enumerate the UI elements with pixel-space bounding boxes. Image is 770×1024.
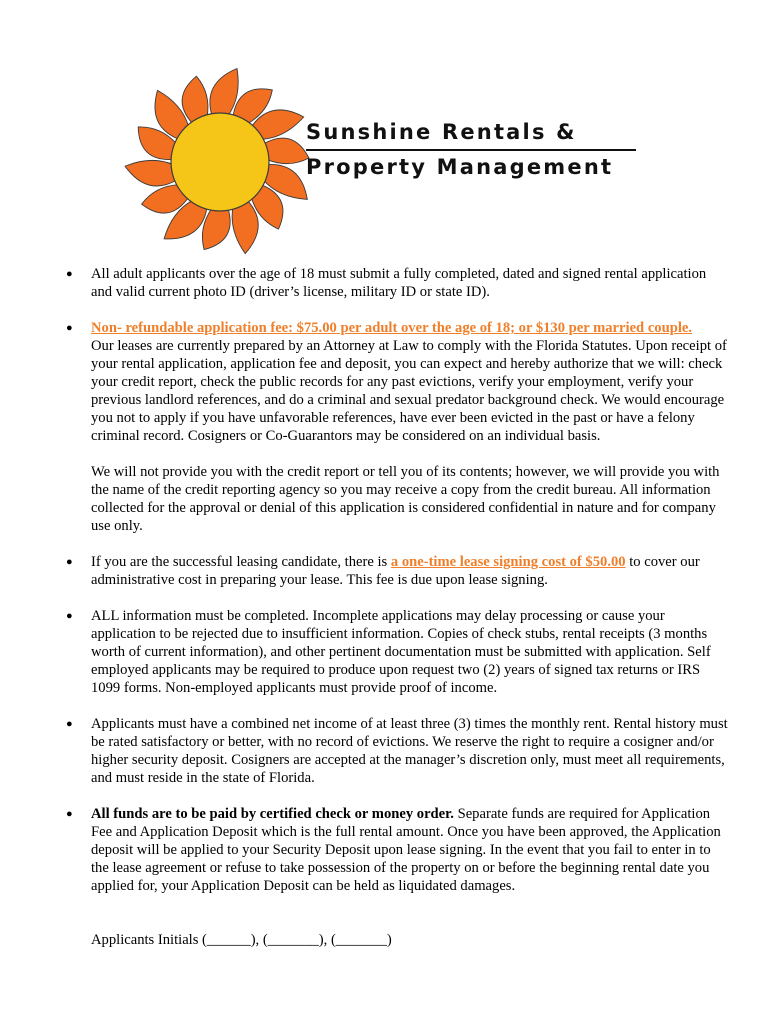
bullet-text: All funds are to be paid by certified check or money order. Separate funds are required for Application Fee and Application Deposit which is the full rental amount. Once you have been approved, the Application deposit will be applied to your Security Deposit upon lease signing. In the event that you fail to enter in to the lease agreement or refuse to take possession of the property on or before the beginning rental date you applied for, your Application Deposit can be held as liquidated damages. (91, 806, 721, 894)
bullet-item-6 (62, 805, 730, 895)
bullet-icon: ● (66, 610, 73, 622)
sun-ray (210, 69, 238, 116)
fee-highlight: Non- refundable application fee: $75.00 per adult over the age of 18; or $130 per married couple. (91, 320, 693, 336)
company-name-line2: Property Management (306, 154, 614, 179)
company-name-line1: Sunshine Rentals & (306, 120, 577, 144)
credit-report-paragraph: We will not provide you with the credit report or tell you of its contents; however, we will provide you with the name of the credit reporting agency so you may receive a copy from the credit bureau. All information collected for the approval or denial of this application is considered confidential in nature and for company use only. (91, 464, 720, 534)
sun-logo (120, 62, 320, 262)
lease-cost-highlight: a one-time lease signing cost of $50.00 (390, 554, 626, 570)
bullet-icon: ● (66, 268, 73, 280)
bullet-text: Applicants must have a combined net income of at least three (3) times the monthly rent. Rental history must be rated satisfactory or better, with no record of evictions. We reserve the right to require a cosigner and/or higher security deposit. Cosigners are accepted at the manager’s discretion only, must meet all requirements, and must reside in the state of Florida. (91, 716, 728, 786)
bullet-item-2 (62, 319, 730, 535)
sun-ray (263, 138, 309, 164)
bullet-text: All adult applicants over the age of 18 must submit a fully completed, dated and signed rental application and valid current photo ID (driver’s license, military ID or state ID). (91, 266, 707, 300)
applicant-initials-line: Applicants Initials (______), (_______), (_______) (91, 932, 392, 948)
bullet-item-5 (62, 715, 730, 787)
bullet-text: If you are the successful leasing candidate, there is a one-time lease signing cost of $50.00 to cover our administrative cost in preparing your lease. This fee is due upon lease signing. (91, 554, 700, 588)
sun-core (171, 113, 269, 211)
fee-details: Our leases are currently prepared by an Attorney at Law to comply with the Florida Statutes. Upon receipt of your rental application, application fee and deposit, you can expect and hereby authorize that we will: check your credit report, check the public records for any past evictions, verify your employment, verify your previous landlord references, and do a criminal and sexual predator background check. We would encourage you not to apply if you have unfavorable references, have ever been evicted in the past or have a felony criminal record. Cosigners or Co-Guarantors may be considered on an individual basis. (91, 338, 727, 444)
funds-bold: All funds are to be paid by certified check or money order. (91, 806, 454, 822)
bullet-text (91, 319, 730, 445)
company-name-rule (306, 149, 636, 151)
bullet-icon: ● (66, 556, 73, 568)
bullet-icon: ● (66, 322, 73, 334)
bullet-icon: ● (66, 808, 73, 820)
bullet-item-3 (62, 553, 730, 589)
bullet-icon: ● (66, 718, 73, 730)
company-name (306, 118, 640, 181)
bullet-text: ALL information must be completed. Incomplete applications may delay processing or cause your application to be rejected due to insufficient information. Copies of check stubs, rental receipts (3 months worth of current information), and other pertinent documentation must be submitted with application. Self employed applicants may be required to produce upon request two (2) years of signed tax returns or IRS 1099 forms. Non-employed applicants must provide proof of income. (91, 608, 711, 696)
document-body (62, 265, 730, 949)
bullet-item-1 (62, 265, 730, 301)
sun-ray (125, 160, 177, 186)
bullet-item-4 (62, 607, 730, 697)
sun-ray (202, 208, 230, 249)
